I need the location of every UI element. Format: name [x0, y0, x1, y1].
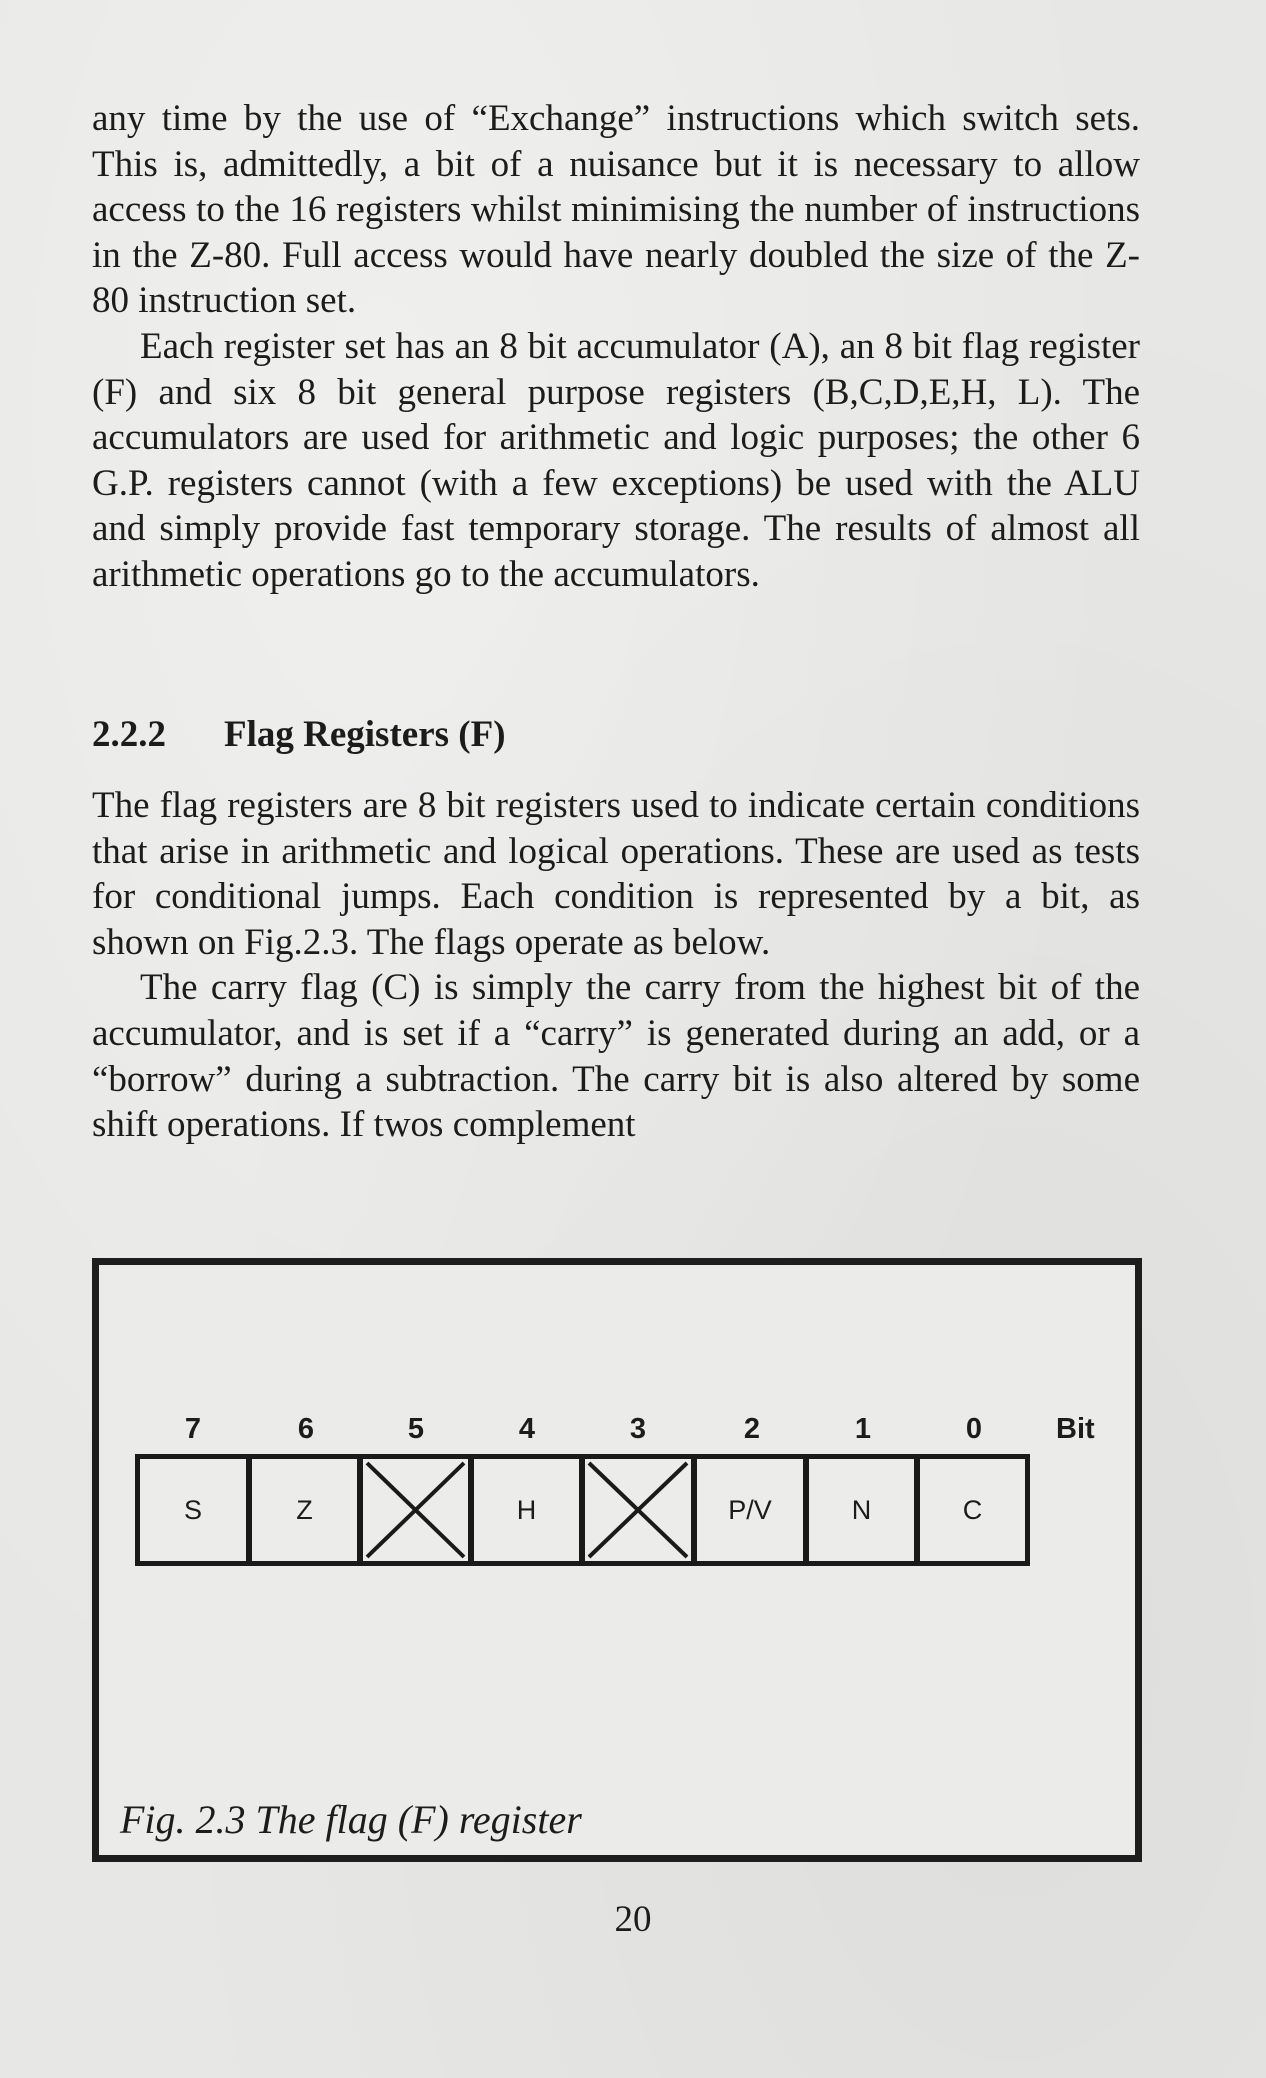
bit-number-5: 5 — [407, 1413, 425, 1445]
bit-number-4: 4 — [518, 1413, 536, 1445]
flag-cell-parity-overflow — [691, 1459, 803, 1561]
page-number: 20 — [614, 1899, 652, 1940]
bit-number-7: 7 — [184, 1413, 202, 1445]
paragraph-register-set: Each register set has an 8 bit accumulator (A), an 8 bit flag register (F) and six 8 bit general purpose registers (B,C,D,E,H, L). The accumulators are used for arithmetic and logic purposes; the other 6 G.P. registers cannot (with a few exceptions) be used with the ALU and simply provide fast temporary storage. The results of almost all arithmetic operations go to the accumulators. — [92, 325, 1140, 595]
flag-cell-half-carry — [468, 1459, 579, 1561]
paragraph-exchange-instructions: any time by the use of “Exchange” instructions which switch sets. This is, admittedly, a bit of a nuisance but it is necessary to allow access to the 16 registers whilst minimising the number of instructions in the Z-80. Full access would have nearly doubled the size of the Z-80 instruction set. — [92, 98, 1140, 322]
bit-number-0: 0 — [965, 1413, 983, 1445]
flag-cell-unused-bit5 — [357, 1459, 468, 1561]
paragraph-carry-flag: The carry flag (C) is simply the carry from the highest bit of the accumulator, and is set if a “carry” is generated during an add, or a “borrow” during a subtraction. The carry bit is also altered by some shift operations. If twos complement — [92, 967, 1140, 1146]
flag-cell-subtract — [803, 1459, 914, 1561]
flag-cell-carry — [914, 1459, 1025, 1561]
flag-label-half-carry: H — [516, 1494, 537, 1525]
flag-label-zero: Z — [296, 1494, 313, 1525]
top-text-block — [92, 96, 1140, 598]
section-heading — [92, 712, 506, 758]
cross-out-icon — [363, 1459, 468, 1561]
section-number: 2.2.2 — [92, 714, 166, 755]
bit-label: Bit — [1056, 1413, 1095, 1445]
figure-caption: Fig. 2.3 The flag (F) register — [120, 1797, 582, 1842]
bit-number-1: 1 — [854, 1413, 872, 1445]
bit-number-2: 2 — [743, 1413, 761, 1445]
section-title: Flag Registers (F) — [224, 714, 506, 755]
flag-register-diagram — [135, 1454, 1030, 1566]
cross-out-icon — [585, 1459, 691, 1561]
section-text-block — [92, 783, 1140, 1148]
paragraph-flag-registers: The flag registers are 8 bit registers used to indicate certain conditions that arise in arithmetic and logical operations. These are used as tests for conditional jumps. Each condition is represented by a bit, as shown on Fig.2.3. The flags operate as below. — [92, 785, 1140, 963]
bit-number-6: 6 — [297, 1413, 315, 1445]
flag-label-sign: S — [183, 1494, 202, 1525]
flag-cell-sign — [140, 1459, 246, 1561]
flag-label-carry: C — [962, 1494, 983, 1525]
flag-label-subtract: N — [851, 1494, 872, 1525]
flag-label-parity-overflow: P/V — [728, 1494, 772, 1525]
flag-cell-unused-bit3 — [579, 1459, 691, 1561]
bit-number-3: 3 — [629, 1413, 647, 1445]
flag-cell-zero — [246, 1459, 357, 1561]
